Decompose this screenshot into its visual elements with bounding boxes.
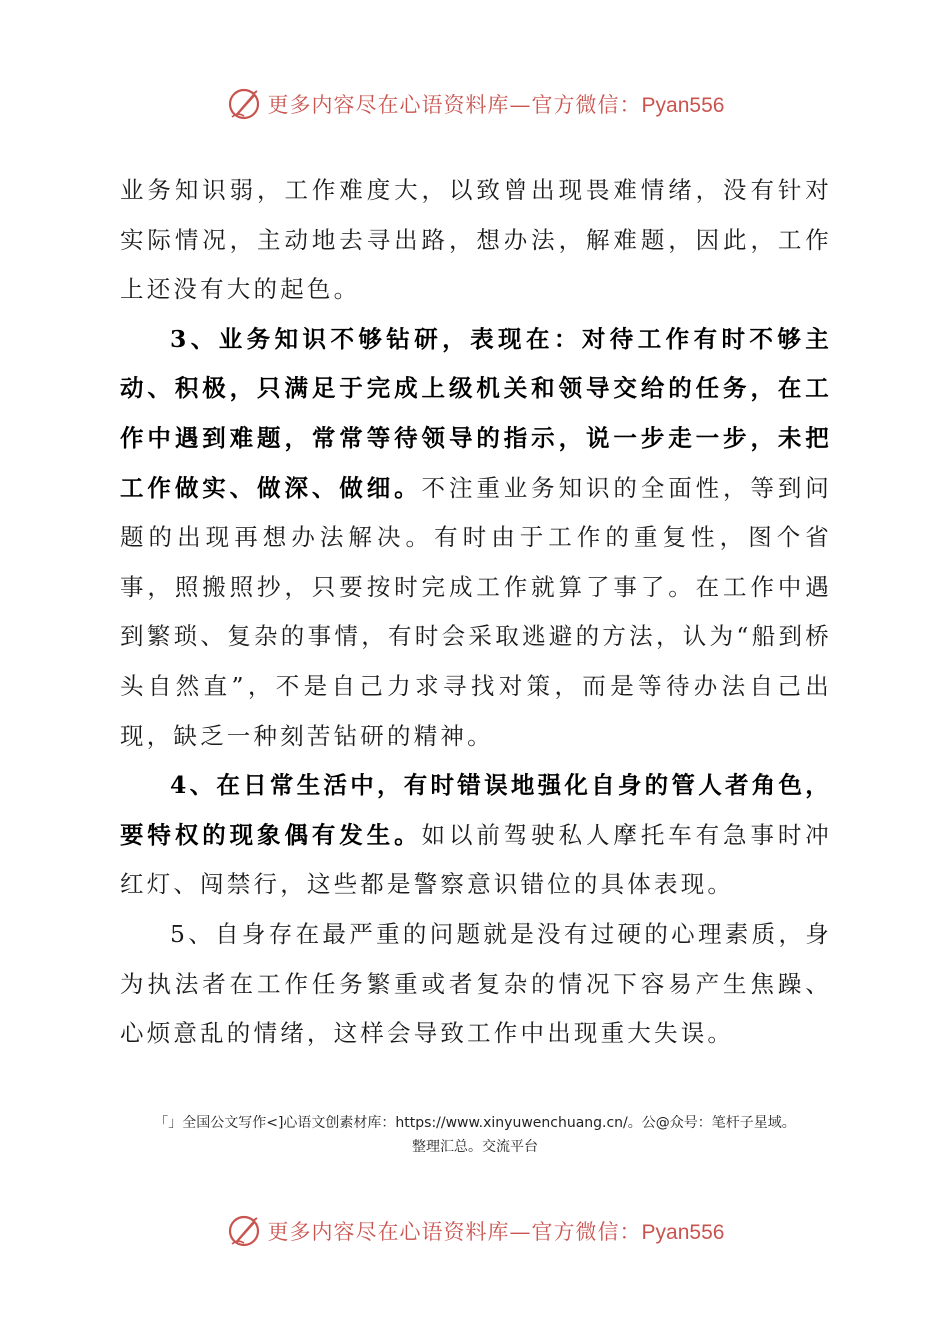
paragraph-3 xyxy=(120,761,832,910)
wechat-id: Pyan556 xyxy=(641,94,725,117)
document-body xyxy=(120,166,832,1059)
paragraph-4: 5、自身存在最严重的问题就是没有过硬的心理素质，身为执法者在工作任务繁重或者复杂的情况下容易产生焦躁、心烦意乱的情绪，这样会导致工作中出现重大失误。 xyxy=(120,919,832,1048)
footer-note-line-1: 「」全国公文写作<]心语文创素材库：https://www.xinyuwenchuang.cn/。公@众号：笔杆子星域。 xyxy=(154,1115,796,1131)
footer-note xyxy=(60,1111,890,1159)
header-banner xyxy=(0,82,950,126)
paragraph-2 xyxy=(120,315,832,761)
banner-text: 更多内容尽在心语资料库—官方微信：Pyan556 xyxy=(267,1220,725,1244)
paragraph-2-text: 不注重业务知识的全面性，等到问题的出现再想办法解决。有时由于工作的重复性，图个省事，照搬照抄，只要按时完成工作就算了事了。在工作中遇到繁琐、复杂的事情，有时会采取逃避的方法，认为“船到桥头自然直”，不是自己力求寻找对策，而是等待办法自己出现，缺乏一种刻苦钻研的精神。 xyxy=(120,473,832,750)
paragraph-1: 业务知识弱，工作难度大，以致曾出现畏难情绪，没有针对实际情况，主动地去寻出路，想办法，解难题，因此，工作上还没有大的起色。 xyxy=(120,176,832,304)
footer-banner xyxy=(0,1209,950,1253)
wechat-id: Pyan556 xyxy=(641,1221,725,1244)
paragraph-3-text: 如以前驾驶私人摩托车有急事时冲红灯、闯禁行，这些都是警察意识错位的具体表现。 xyxy=(120,820,832,899)
paragraph-3-bold-heading: 4、在日常生活中，有时错误地强化自身的管人者角色，要特权的现象偶有发生。 xyxy=(120,771,832,849)
paragraph-2-bold-heading: 3、业务知识不够钻研，表现在：对待工作有时不够主动、积极，只满足于完成上级机关和领导交给的任务，在工作中遇到难题，常常等待领导的指示，说一步走一步，未把工作做实、做深、做细。 xyxy=(120,324,832,502)
pen-quill-logo-icon xyxy=(226,86,262,122)
banner-text: 更多内容尽在心语资料库—官方微信：Pyan556 xyxy=(267,93,725,117)
footer-note-line-2: 整理汇总。交流平台 xyxy=(412,1139,538,1155)
pen-quill-logo-icon xyxy=(226,1213,262,1249)
